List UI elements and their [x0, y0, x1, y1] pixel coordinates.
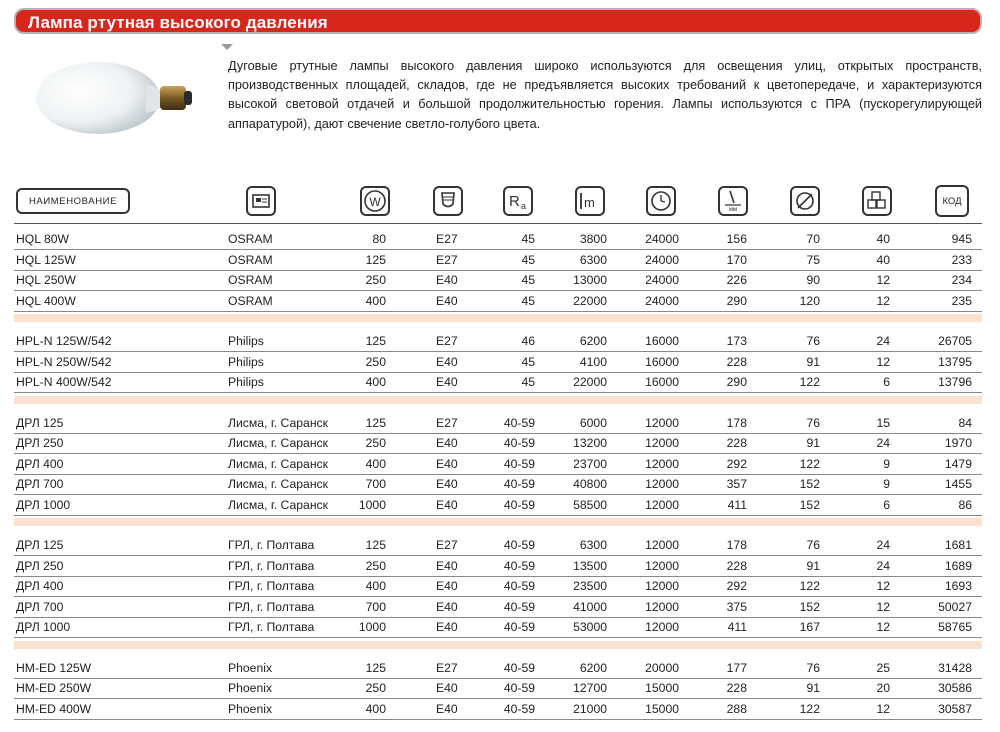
cell-name: HPL-N 250W/542	[16, 354, 112, 369]
cell-diameter: 91	[806, 558, 820, 573]
cell-ra: 45	[521, 252, 535, 267]
group-separator	[14, 518, 982, 526]
cell-flux: 22000	[573, 293, 607, 308]
cell-name: HM-ED 125W	[16, 660, 92, 675]
cell-flux: 23700	[573, 456, 607, 471]
row-divider	[14, 311, 982, 312]
cell-power: 125	[365, 660, 386, 675]
cell-base: E40	[436, 497, 458, 512]
cell-name: HPL-N 400W/542	[16, 375, 112, 389]
cell-code: 235	[951, 293, 972, 308]
cell-power: 125	[365, 334, 386, 348]
cell-manufacturer: ГРЛ, г. Полтава	[228, 538, 315, 552]
svg-text:m: m	[584, 195, 595, 210]
row-divider	[14, 637, 982, 638]
cell-diameter: 91	[806, 681, 820, 695]
cell-base: E40	[436, 354, 458, 369]
cell-diameter: 122	[799, 375, 820, 389]
cell-lifetime: 12000	[645, 497, 679, 512]
cell-length: 178	[726, 538, 747, 552]
cell-length: 375	[726, 599, 747, 614]
cell-diameter: 91	[806, 354, 820, 369]
cell-manufacturer: ГРЛ, г. Полтава	[228, 599, 315, 614]
row-divider	[14, 392, 982, 393]
cell-ra: 45	[521, 375, 535, 389]
cell-pack: 12	[876, 273, 890, 287]
cell-length: 292	[726, 456, 747, 471]
cell-diameter: 152	[799, 497, 820, 512]
cell-diameter: 91	[806, 436, 820, 450]
cell-power: 400	[365, 293, 386, 308]
cell-code: 86	[958, 497, 972, 512]
cell-diameter: 152	[799, 599, 820, 614]
cell-flux: 23500	[573, 579, 607, 593]
cell-pack: 24	[876, 436, 890, 450]
cell-manufacturer: Phoenix	[228, 701, 273, 716]
table-row	[14, 373, 982, 393]
cell-flux: 13000	[573, 273, 607, 287]
cell-power: 80	[372, 232, 386, 246]
table-row	[14, 496, 982, 516]
cell-code: 13795	[938, 354, 972, 369]
cell-diameter: 167	[799, 620, 820, 634]
cell-ra: 40-59	[503, 599, 535, 614]
cell-diameter: 152	[799, 477, 820, 491]
cell-flux: 6300	[579, 538, 607, 552]
cell-length: 173	[726, 334, 747, 348]
cell-pack: 6	[883, 375, 890, 389]
cell-power: 400	[365, 456, 386, 471]
cell-name: HQL 80W	[16, 232, 70, 246]
table-row	[14, 251, 982, 271]
cell-code: 84	[958, 415, 972, 430]
table-row	[14, 679, 982, 699]
title-pointer	[221, 44, 233, 50]
cell-ra: 40-59	[503, 660, 535, 675]
cell-manufacturer: Лисма, г. Саранск	[228, 477, 328, 491]
cell-power: 250	[365, 273, 386, 287]
cell-ra: 45	[521, 354, 535, 369]
cell-length: 357	[726, 477, 747, 491]
cell-power: 1000	[358, 620, 386, 634]
power-watt-icon	[360, 186, 390, 216]
cell-flux: 21000	[573, 701, 607, 716]
cell-lifetime: 12000	[645, 456, 679, 471]
cell-ra: 40-59	[503, 701, 535, 716]
svg-text:W: W	[369, 195, 381, 209]
cell-length: 178	[726, 415, 747, 430]
cell-lifetime: 12000	[645, 620, 679, 634]
cell-pack: 9	[883, 477, 890, 491]
cell-base: E40	[436, 477, 458, 491]
cell-manufacturer: ГРЛ, г. Полтава	[228, 620, 315, 634]
cell-code: 1681	[944, 538, 972, 552]
cell-manufacturer: Philips	[228, 354, 264, 369]
page-title: Лампа ртутная высокого давления	[28, 13, 328, 32]
cell-flux: 13200	[573, 436, 607, 450]
cell-length: 228	[726, 354, 747, 369]
cell-name: HPL-N 125W/542	[16, 334, 112, 348]
cell-power: 125	[365, 538, 386, 552]
cell-name: HM-ED 250W	[16, 681, 92, 695]
cell-lifetime: 12000	[645, 579, 679, 593]
cell-code: 233	[951, 252, 972, 267]
svg-text:a: a	[521, 201, 527, 211]
cell-base: E27	[436, 334, 458, 348]
table-row	[14, 434, 982, 454]
cell-diameter: 122	[799, 579, 820, 593]
cell-lifetime: 16000	[645, 375, 679, 389]
cell-length: 170	[726, 252, 747, 267]
cell-code: 1479	[944, 456, 972, 471]
cell-name: ДРЛ 250	[16, 558, 64, 573]
cell-base: E40	[436, 436, 458, 450]
cell-flux: 53000	[573, 620, 607, 634]
cell-pack: 24	[876, 538, 890, 552]
cell-length: 411	[727, 620, 747, 634]
cell-lifetime: 24000	[645, 273, 679, 287]
cell-ra: 46	[521, 334, 535, 348]
cell-lifetime: 12000	[645, 415, 679, 430]
cell-lifetime: 12000	[645, 599, 679, 614]
cell-ra: 40-59	[503, 477, 535, 491]
cell-base: E40	[436, 579, 458, 593]
cell-manufacturer: Philips	[228, 375, 264, 389]
cell-base: E27	[436, 538, 458, 552]
cell-manufacturer: OSRAM	[228, 273, 273, 287]
cell-name: ДРЛ 700	[16, 477, 64, 491]
cell-name: HQL 250W	[16, 273, 76, 287]
cell-code: 30587	[938, 701, 972, 716]
description: Дуговые ртутные лампы высокого давления широко используются для освещения улиц, открытых пространств, производственных площадей, складов, где не предъявляется высоких требований к цветопередаче, и характеризуются высокой световой отдачей и большой продолжительностью горения. Лампы используются с ПРА (пускорегулирующей аппаратурой), дают свечение светло-голубого цвета.	[228, 59, 982, 131]
cell-base: E27	[436, 252, 458, 267]
luminous-flux-lm-icon	[575, 186, 605, 216]
cell-base: E27	[436, 232, 458, 246]
cell-pack: 12	[876, 620, 890, 634]
cell-diameter: 90	[806, 273, 820, 287]
cell-lifetime: 12000	[645, 477, 679, 491]
cell-code: 58765	[938, 620, 972, 634]
cell-manufacturer: Phoenix	[228, 660, 273, 675]
cell-pack: 12	[876, 701, 890, 716]
cell-ra: 40-59	[503, 620, 535, 634]
cell-power: 250	[365, 436, 386, 450]
cell-base: E40	[436, 681, 458, 695]
socket-base-icon	[433, 186, 463, 216]
cell-flux: 12700	[573, 681, 607, 695]
table-row	[14, 598, 982, 618]
cell-manufacturer: OSRAM	[228, 293, 273, 308]
row-divider	[14, 515, 982, 516]
svg-text:мм: мм	[728, 207, 738, 213]
cell-flux: 40800	[573, 477, 607, 491]
cell-pack: 12	[876, 354, 890, 369]
cell-manufacturer: Лисма, г. Саранск	[228, 456, 328, 471]
title-bar	[14, 8, 982, 34]
cell-ra: 40-59	[503, 436, 535, 450]
cell-diameter: 122	[799, 456, 820, 471]
cell-length: 228	[726, 558, 747, 573]
cell-code: 50027	[938, 599, 972, 614]
cell-name: ДРЛ 400	[16, 579, 64, 593]
cell-code: 26705	[938, 334, 972, 348]
cell-flux: 58500	[573, 497, 607, 512]
cell-code: 1455	[944, 477, 972, 491]
cell-length: 290	[726, 293, 747, 308]
cell-base: E40	[436, 273, 458, 287]
cell-length: 226	[726, 273, 747, 287]
cell-base: E40	[436, 701, 458, 716]
cell-manufacturer: Лисма, г. Саранск	[228, 436, 328, 450]
manufacturer-icon	[246, 186, 276, 216]
cell-diameter: 76	[806, 334, 820, 348]
cell-pack: 40	[876, 252, 890, 267]
cell-ra: 40-59	[503, 681, 535, 695]
cell-flux: 6000	[579, 415, 607, 430]
cell-code: 1693	[944, 579, 972, 593]
cell-diameter: 76	[806, 660, 820, 675]
cell-pack: 12	[876, 579, 890, 593]
row-divider	[14, 719, 982, 720]
cell-name: ДРЛ 250	[16, 436, 64, 450]
cell-base: E40	[436, 620, 458, 634]
cell-length: 288	[726, 701, 747, 716]
cell-power: 250	[365, 558, 386, 573]
cell-power: 250	[365, 681, 386, 695]
cell-base: E40	[436, 456, 458, 471]
diameter-icon	[790, 186, 820, 216]
svg-text:R: R	[509, 193, 520, 210]
cell-code: 1689	[944, 558, 972, 573]
color-rendering-ra-icon	[503, 186, 533, 216]
lifetime-clock-icon	[646, 186, 676, 216]
cell-ra: 40-59	[503, 497, 535, 512]
cell-name: ДРЛ 125	[16, 538, 64, 552]
package-quantity-icon	[862, 186, 892, 216]
header-divider	[14, 223, 982, 224]
cell-ra: 40-59	[503, 538, 535, 552]
cell-pack: 40	[876, 232, 890, 246]
table-row	[14, 414, 982, 434]
cell-lifetime: 24000	[645, 293, 679, 308]
cell-power: 400	[365, 375, 386, 389]
cell-manufacturer: OSRAM	[228, 232, 273, 246]
cell-power: 125	[365, 252, 386, 267]
cell-flux: 41000	[573, 599, 607, 614]
lamp-image	[28, 58, 198, 138]
cell-base: E40	[436, 375, 458, 389]
table-row	[14, 700, 982, 720]
cell-name: HQL 125W	[16, 252, 76, 267]
cell-power: 125	[365, 415, 386, 430]
cell-code: 1970	[944, 436, 972, 450]
cell-name: ДРЛ 1000	[16, 620, 71, 634]
cell-length: 177	[726, 660, 747, 675]
group-separator	[14, 396, 982, 404]
cell-flux: 13500	[573, 558, 607, 573]
cell-name: HM-ED 400W	[16, 701, 92, 716]
table-row	[14, 353, 982, 373]
cell-diameter: 122	[799, 701, 820, 716]
cell-length: 228	[726, 681, 747, 695]
cell-flux: 6200	[579, 660, 607, 675]
cell-flux: 6200	[579, 334, 607, 348]
group-separator	[14, 314, 982, 322]
cell-ra: 40-59	[503, 415, 535, 430]
table-row	[14, 659, 982, 679]
cell-pack: 12	[876, 293, 890, 308]
cell-diameter: 70	[806, 232, 820, 246]
cell-code: 31428	[938, 660, 972, 675]
table-row	[14, 455, 982, 475]
code-column-header: КОД	[935, 185, 969, 217]
cell-lifetime: 24000	[645, 232, 679, 246]
table-row	[14, 292, 982, 312]
table-row	[14, 577, 982, 597]
table-row	[14, 332, 982, 352]
cell-ra: 45	[521, 273, 535, 287]
cell-pack: 24	[876, 558, 890, 573]
cell-ra: 45	[521, 293, 535, 308]
cell-base: E40	[436, 293, 458, 308]
cell-lifetime: 15000	[645, 681, 679, 695]
group-separator	[14, 641, 982, 649]
cell-base: E40	[436, 558, 458, 573]
cell-power: 1000	[358, 497, 386, 512]
cell-diameter: 120	[799, 293, 820, 308]
cell-ra: 45	[521, 232, 535, 246]
cell-pack: 9	[883, 456, 890, 471]
cell-pack: 20	[876, 681, 890, 695]
cell-ra: 40-59	[503, 579, 535, 593]
cell-name: HQL 400W	[16, 293, 76, 308]
cell-name: ДРЛ 700	[16, 599, 64, 614]
length-mm-icon	[718, 186, 748, 216]
cell-lifetime: 24000	[645, 252, 679, 267]
cell-lifetime: 12000	[645, 436, 679, 450]
cell-power: 700	[365, 477, 386, 491]
cell-name: ДРЛ 400	[16, 456, 64, 471]
cell-pack: 15	[876, 415, 890, 430]
cell-diameter: 76	[806, 415, 820, 430]
cell-flux: 22000	[573, 375, 607, 389]
cell-ra: 40-59	[503, 558, 535, 573]
cell-manufacturer: Philips	[228, 334, 264, 348]
cell-lifetime: 20000	[645, 660, 679, 675]
cell-lifetime: 15000	[645, 701, 679, 716]
cell-power: 250	[365, 354, 386, 369]
cell-code: 13796	[938, 375, 972, 389]
cell-lifetime: 16000	[645, 334, 679, 348]
cell-manufacturer: Лисма, г. Саранск	[228, 497, 328, 512]
table-row	[14, 536, 982, 556]
cell-power: 400	[365, 701, 386, 716]
cell-length: 228	[726, 436, 747, 450]
cell-pack: 25	[876, 660, 890, 675]
cell-code: 945	[951, 232, 972, 246]
cell-manufacturer: ГРЛ, г. Полтава	[228, 579, 315, 593]
cell-code: 30586	[938, 681, 972, 695]
cell-pack: 24	[876, 334, 890, 348]
cell-flux: 6300	[579, 252, 607, 267]
cell-power: 700	[365, 599, 386, 614]
cell-length: 290	[726, 375, 747, 389]
cell-name: ДРЛ 1000	[16, 497, 71, 512]
cell-manufacturer: Phoenix	[228, 681, 273, 695]
cell-length: 411	[727, 497, 747, 512]
cell-flux: 3800	[579, 232, 607, 246]
cell-manufacturer: OSRAM	[228, 252, 273, 267]
cell-manufacturer: ГРЛ, г. Полтава	[228, 558, 315, 573]
table-row	[14, 618, 982, 638]
cell-pack: 6	[883, 497, 890, 512]
cell-base: E27	[436, 660, 458, 675]
cell-length: 156	[726, 232, 747, 246]
cell-flux: 4100	[579, 354, 607, 369]
cell-power: 400	[365, 579, 386, 593]
table-row	[14, 475, 982, 495]
cell-lifetime: 16000	[645, 354, 679, 369]
cell-diameter: 76	[806, 538, 820, 552]
cell-base: E40	[436, 599, 458, 614]
cell-name: ДРЛ 125	[16, 415, 64, 430]
cell-length: 292	[726, 579, 747, 593]
table-row	[14, 230, 982, 250]
cell-pack: 12	[876, 599, 890, 614]
cell-manufacturer: Лисма, г. Саранск	[228, 415, 328, 430]
cell-diameter: 75	[806, 252, 820, 267]
table-row	[14, 557, 982, 577]
name-column-header: НАИМЕНОВАНИЕ	[16, 188, 130, 214]
cell-lifetime: 12000	[645, 538, 679, 552]
cell-code: 234	[951, 273, 972, 287]
cell-lifetime: 12000	[645, 558, 679, 573]
cell-ra: 40-59	[503, 456, 535, 471]
cell-base: E27	[436, 415, 458, 430]
table-row	[14, 271, 982, 291]
